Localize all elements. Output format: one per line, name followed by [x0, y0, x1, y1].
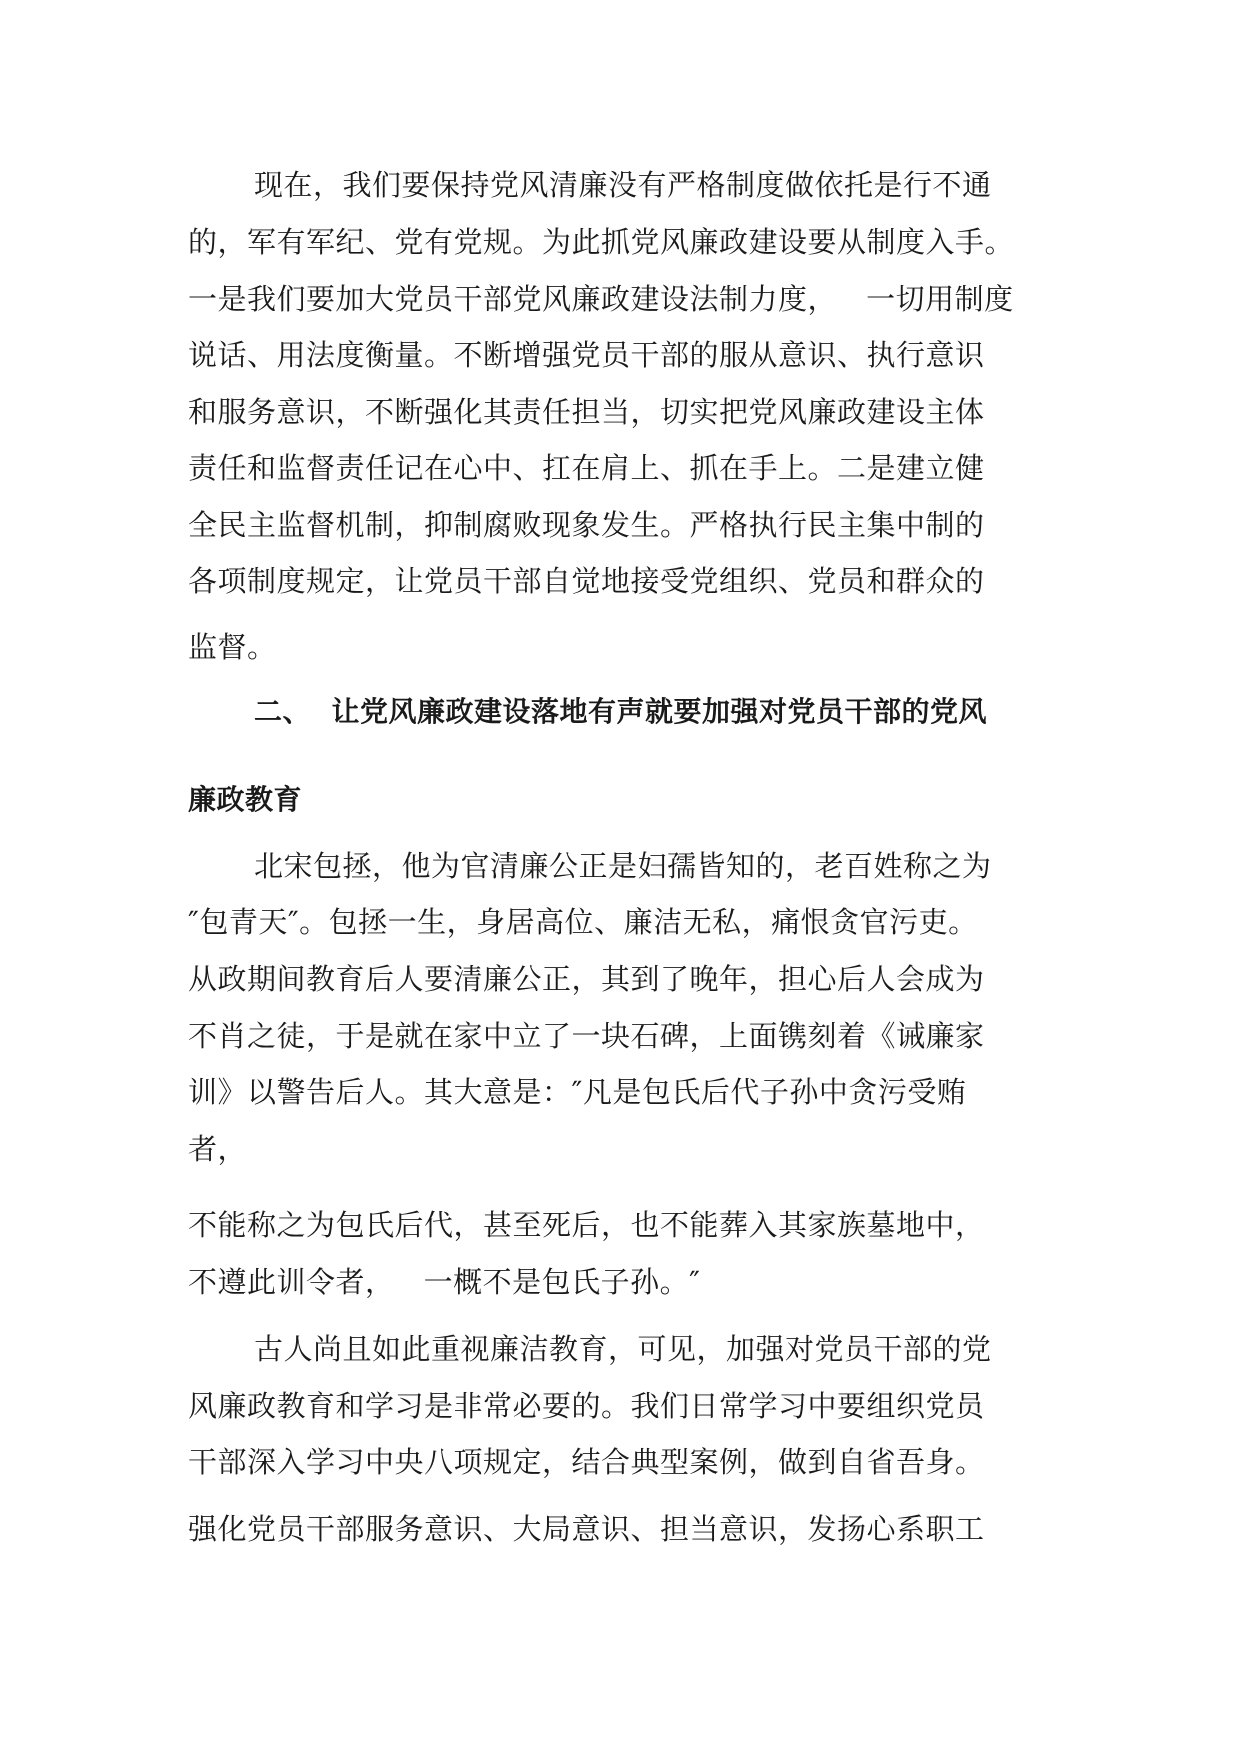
paragraph-1-line: 一是我们要加大党员干部党风廉政建设法制力度， 一切用制度	[188, 282, 1014, 316]
paragraph-2-line: 北宋包拯，他为官清廉公正是妇孺皆知的，老百姓称之为	[254, 849, 992, 883]
paragraph-1-line: 和服务意识，不断强化其责任担当，切实把党风廉政建设主体	[188, 395, 985, 429]
paragraph-1-line: 监督。	[188, 630, 277, 664]
paragraph-2-line: 不能称之为包氏后代，甚至死后，也不能葬入其家族墓地中，	[188, 1208, 985, 1242]
paragraph-2-line: 训》以警告后人。其大意是：″凡是包氏后代子孙中贪污受贿	[188, 1075, 967, 1109]
paragraph-1-line: 全民主监督机制，抑制腐败现象发生。严格执行民主集中制的	[188, 508, 985, 542]
section-heading: 二、 让党风廉政建设落地有声就要加强对党员干部的党风	[254, 695, 987, 728]
paragraph-3-line: 干部深入学习中央八项规定，结合典型案例，做到自省吾身。	[188, 1445, 985, 1479]
paragraph-1-line: 的，军有军纪、党有党规。为此抓党风廉政建设要从制度入手。	[188, 225, 1015, 259]
paragraph-1-line: 各项制度规定，让党员干部自觉地接受党组织、党员和群众的	[188, 564, 985, 598]
paragraph-1-line: 责任和监督责任记在心中、扛在肩上、抓在手上。二是建立健	[188, 451, 985, 485]
paragraph-1-line: 现在，我们要保持党风清廉没有严格制度做依托是行不通	[254, 168, 992, 202]
paragraph-3-line: 风廉政教育和学习是非常必要的。我们日常学习中要组织党员	[188, 1389, 985, 1423]
paragraph-2-line: 不遵此训令者， 一概不是包氏子孙。″	[188, 1265, 701, 1299]
paragraph-2-line: 者，	[188, 1132, 248, 1166]
paragraph-2-line: ″包青天″。包拯一生，身居高位、廉洁无私，痛恨贪官污吏。	[188, 905, 978, 939]
paragraph-3-line: 强化党员干部服务意识、大局意识、担当意识，发扬心系职工	[188, 1512, 985, 1546]
paragraph-2-line: 从政期间教育后人要清廉公正，其到了晚年，担心后人会成为	[188, 962, 985, 996]
section-heading: 廉政教育	[188, 783, 303, 816]
paragraph-2-line: 不肖之徒，于是就在家中立了一块石碑，上面镌刻着《诫廉家	[188, 1019, 985, 1053]
paragraph-1-line: 说话、用法度衡量。不断增强党员干部的服从意识、执行意识	[188, 338, 985, 372]
paragraph-3-line: 古人尚且如此重视廉洁教育，可见，加强对党员干部的党	[254, 1332, 992, 1366]
